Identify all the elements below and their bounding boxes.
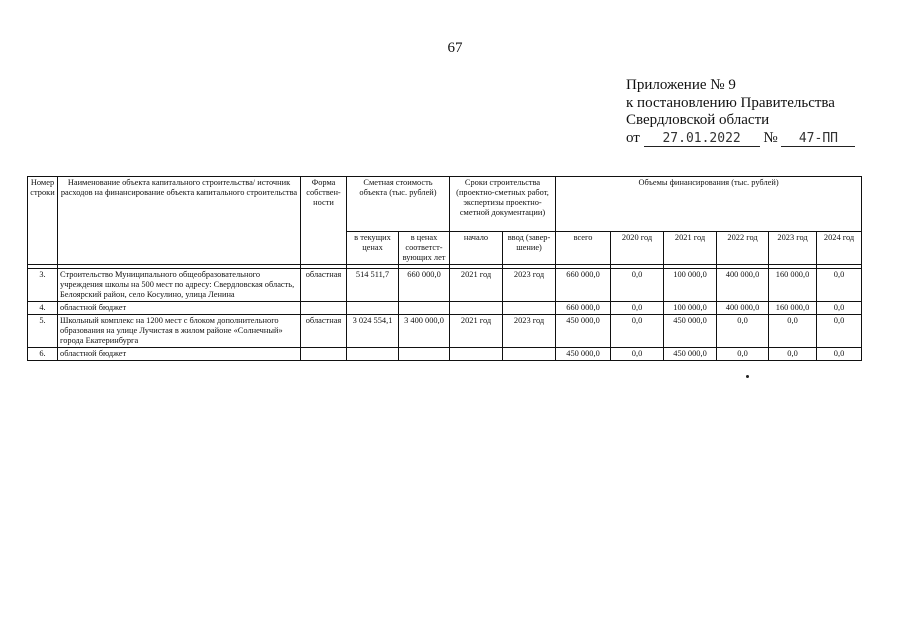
row-2023: 0,0 bbox=[769, 348, 817, 361]
row-start bbox=[450, 302, 503, 315]
resolution-number: 47-ПП bbox=[781, 131, 855, 147]
row-start bbox=[450, 348, 503, 361]
row-cost-current bbox=[347, 348, 399, 361]
row-2024: 0,0 bbox=[817, 302, 862, 315]
row-finish bbox=[503, 348, 556, 361]
header-row-number: Номер строки bbox=[28, 177, 58, 265]
row-2021: 100 000,0 bbox=[664, 302, 717, 315]
row-finish: 2023 год bbox=[503, 315, 556, 348]
appendix-region: Свердловской области bbox=[626, 112, 770, 128]
row-2020: 0,0 bbox=[611, 269, 664, 302]
row-object-name: Строительство Муниципального общеобразовательного учреждения школы на 500 мест по адресу: Свердловская область, Белоярский район, село Косулино, улица Ленина bbox=[58, 269, 301, 302]
row-2021: 100 000,0 bbox=[664, 269, 717, 302]
header-2023: 2023 год bbox=[769, 232, 817, 265]
row-2023: 160 000,0 bbox=[769, 269, 817, 302]
row-2023: 160 000,0 bbox=[769, 302, 817, 315]
row-2024: 0,0 bbox=[817, 315, 862, 348]
resolution-date: 27.01.2022 bbox=[644, 131, 760, 147]
row-cost-years bbox=[399, 302, 450, 315]
row-2022: 400 000,0 bbox=[717, 269, 769, 302]
financing-table bbox=[27, 176, 862, 361]
table-header-row bbox=[28, 177, 862, 232]
scan-dot-mark bbox=[746, 375, 749, 378]
header-finish: ввод (завер-шение) bbox=[503, 232, 556, 265]
header-2024: 2024 год bbox=[817, 232, 862, 265]
row-start: 2021 год bbox=[450, 315, 503, 348]
header-start: начало bbox=[450, 232, 503, 265]
row-cost-current: 514 511,7 bbox=[347, 269, 399, 302]
row-cost-years: 660 000,0 bbox=[399, 269, 450, 302]
row-2022: 0,0 bbox=[717, 348, 769, 361]
row-number: 3. bbox=[28, 269, 58, 302]
table-row bbox=[28, 315, 862, 348]
header-object-name: Наименование объекта капитального строительства/ источник расходов на финансирование объекта капитального строительства bbox=[58, 177, 301, 265]
appendix-resolution: к постановлению Правительства bbox=[626, 94, 835, 111]
header-financing: Объемы финансирования (тыс. рублей) bbox=[556, 177, 862, 232]
row-2023: 0,0 bbox=[769, 315, 817, 348]
row-2021: 450 000,0 bbox=[664, 315, 717, 348]
row-2024: 0,0 bbox=[817, 269, 862, 302]
header-ownership: Форма собствен-ности bbox=[301, 177, 347, 265]
page-number: 67 bbox=[447, 40, 463, 56]
row-2022: 400 000,0 bbox=[717, 302, 769, 315]
row-cost-years: 3 400 000,0 bbox=[399, 315, 450, 348]
row-number: 6. bbox=[28, 348, 58, 361]
row-finish: 2023 год bbox=[503, 269, 556, 302]
header-construction-period: Сроки строительства (проектно-сметных работ, экспертизы проектно-сметной документации) bbox=[450, 177, 556, 232]
number-label: № bbox=[763, 129, 778, 146]
row-ownership bbox=[301, 302, 347, 315]
header-2022: 2022 год bbox=[717, 232, 769, 265]
header-2020: 2020 год bbox=[611, 232, 664, 265]
row-object-name: областной бюджет bbox=[58, 348, 301, 361]
row-total: 450 000,0 bbox=[556, 348, 611, 361]
row-cost-current bbox=[347, 302, 399, 315]
table-row bbox=[28, 302, 862, 315]
row-2020: 0,0 bbox=[611, 348, 664, 361]
row-object-name: областной бюджет bbox=[58, 302, 301, 315]
header-relevant-prices: в ценах соответст-вующих лет bbox=[399, 232, 450, 265]
table-row bbox=[28, 348, 862, 361]
row-ownership: областная bbox=[301, 315, 347, 348]
from-label: от bbox=[626, 129, 640, 146]
row-2022: 0,0 bbox=[717, 315, 769, 348]
row-finish bbox=[503, 302, 556, 315]
row-ownership bbox=[301, 348, 347, 361]
header-total: всего bbox=[556, 232, 611, 265]
row-number: 5. bbox=[28, 315, 58, 348]
header-2021: 2021 год bbox=[664, 232, 717, 265]
row-object-name: Школьный комплекс на 1200 мест с блоком дополнительного образования на улице Лучистая в жилом районе «Солнечный» города Екатеринбурга bbox=[58, 315, 301, 348]
row-total: 450 000,0 bbox=[556, 315, 611, 348]
row-start: 2021 год bbox=[450, 269, 503, 302]
row-ownership: областная bbox=[301, 269, 347, 302]
row-2020: 0,0 bbox=[611, 302, 664, 315]
appendix-title: Приложение № 9 bbox=[626, 77, 736, 93]
row-number: 4. bbox=[28, 302, 58, 315]
row-cost-years bbox=[399, 348, 450, 361]
row-2020: 0,0 bbox=[611, 315, 664, 348]
row-cost-current: 3 024 554,1 bbox=[347, 315, 399, 348]
header-current-prices: в текущих ценах bbox=[347, 232, 399, 265]
row-total: 660 000,0 bbox=[556, 302, 611, 315]
appendix-date-line bbox=[626, 130, 886, 148]
row-total: 660 000,0 bbox=[556, 269, 611, 302]
header-estimated-cost: Сметная стоимость объекта (тыс. рублей) bbox=[347, 177, 450, 232]
row-2021: 450 000,0 bbox=[664, 348, 717, 361]
appendix-block bbox=[626, 77, 886, 147]
table-row bbox=[28, 269, 862, 302]
row-2024: 0,0 bbox=[817, 348, 862, 361]
